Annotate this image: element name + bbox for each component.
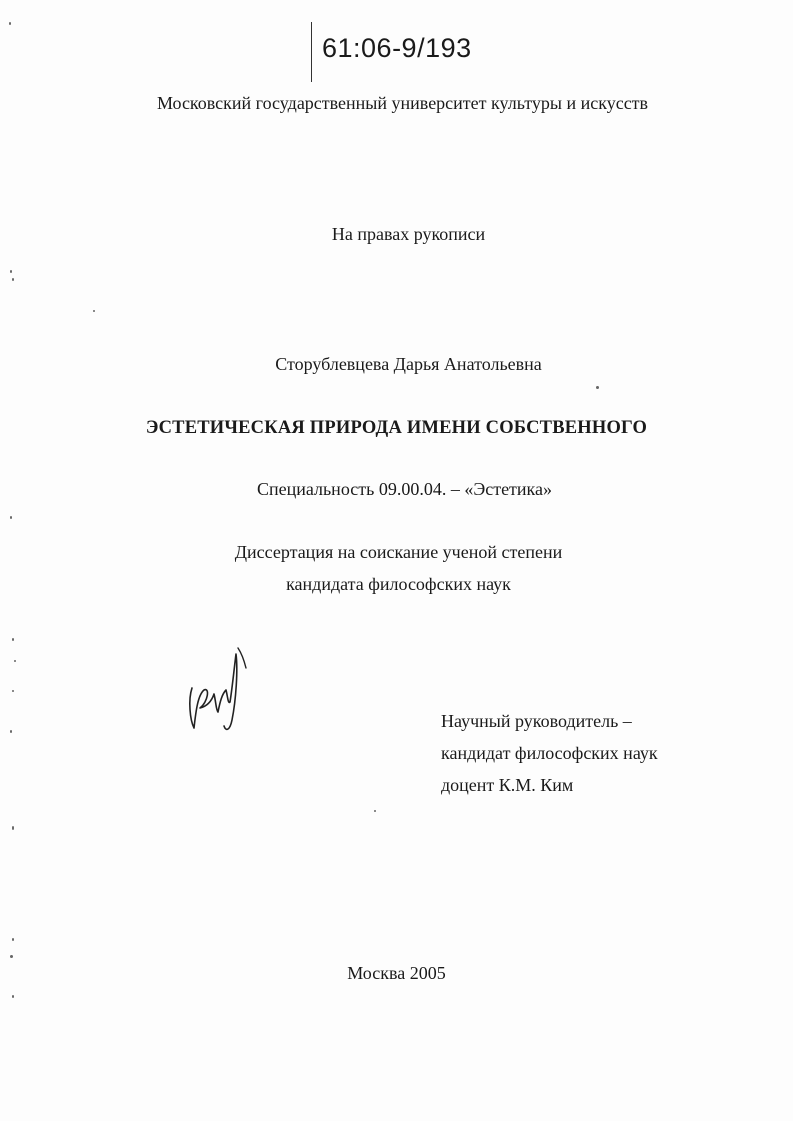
rights-note: На правах рукописи xyxy=(331,224,486,244)
university-name: Московский государственный университет культуры и искусств xyxy=(156,93,649,113)
archive-stamp-number: 61:06-9/193 xyxy=(322,33,472,63)
scan-speck xyxy=(10,955,13,958)
scan-speck xyxy=(12,826,14,830)
handwritten-signature xyxy=(180,640,260,740)
scan-speck xyxy=(596,386,599,389)
stamp-divider xyxy=(311,22,312,82)
scan-speck xyxy=(12,938,14,941)
scan-speck xyxy=(10,516,12,519)
supervisor-line-3: доцент К.М. Ким xyxy=(441,775,574,795)
supervisor-line-2: кандидат философских наук xyxy=(441,743,658,763)
scan-speck xyxy=(93,310,95,312)
supervisor-block xyxy=(441,705,658,801)
scan-speck xyxy=(14,660,16,662)
scan-speck xyxy=(12,638,14,641)
scan-speck xyxy=(12,278,14,281)
dissertation-title: ЭСТЕТИЧЕСКАЯ ПРИРОДА ИМЕНИ СОБСТВЕННОГО xyxy=(145,418,648,438)
scan-speck xyxy=(374,810,376,812)
degree-line-2: кандидата философских наук xyxy=(286,574,511,594)
scan-speck xyxy=(10,730,12,733)
scan-speck xyxy=(12,690,14,692)
city-year: Москва 2005 xyxy=(347,963,446,983)
scan-speck xyxy=(10,270,12,273)
specialty-line: Специальность 09.00.04. – «Эстетика» xyxy=(256,479,553,499)
scan-speck xyxy=(12,995,14,998)
author-name: Сторублевцева Дарья Анатольевна xyxy=(275,354,542,374)
supervisor-line-1: Научный руководитель – xyxy=(441,711,632,731)
degree-line-1: Диссертация на соискание ученой степени xyxy=(234,542,563,562)
scan-speck xyxy=(9,22,11,25)
